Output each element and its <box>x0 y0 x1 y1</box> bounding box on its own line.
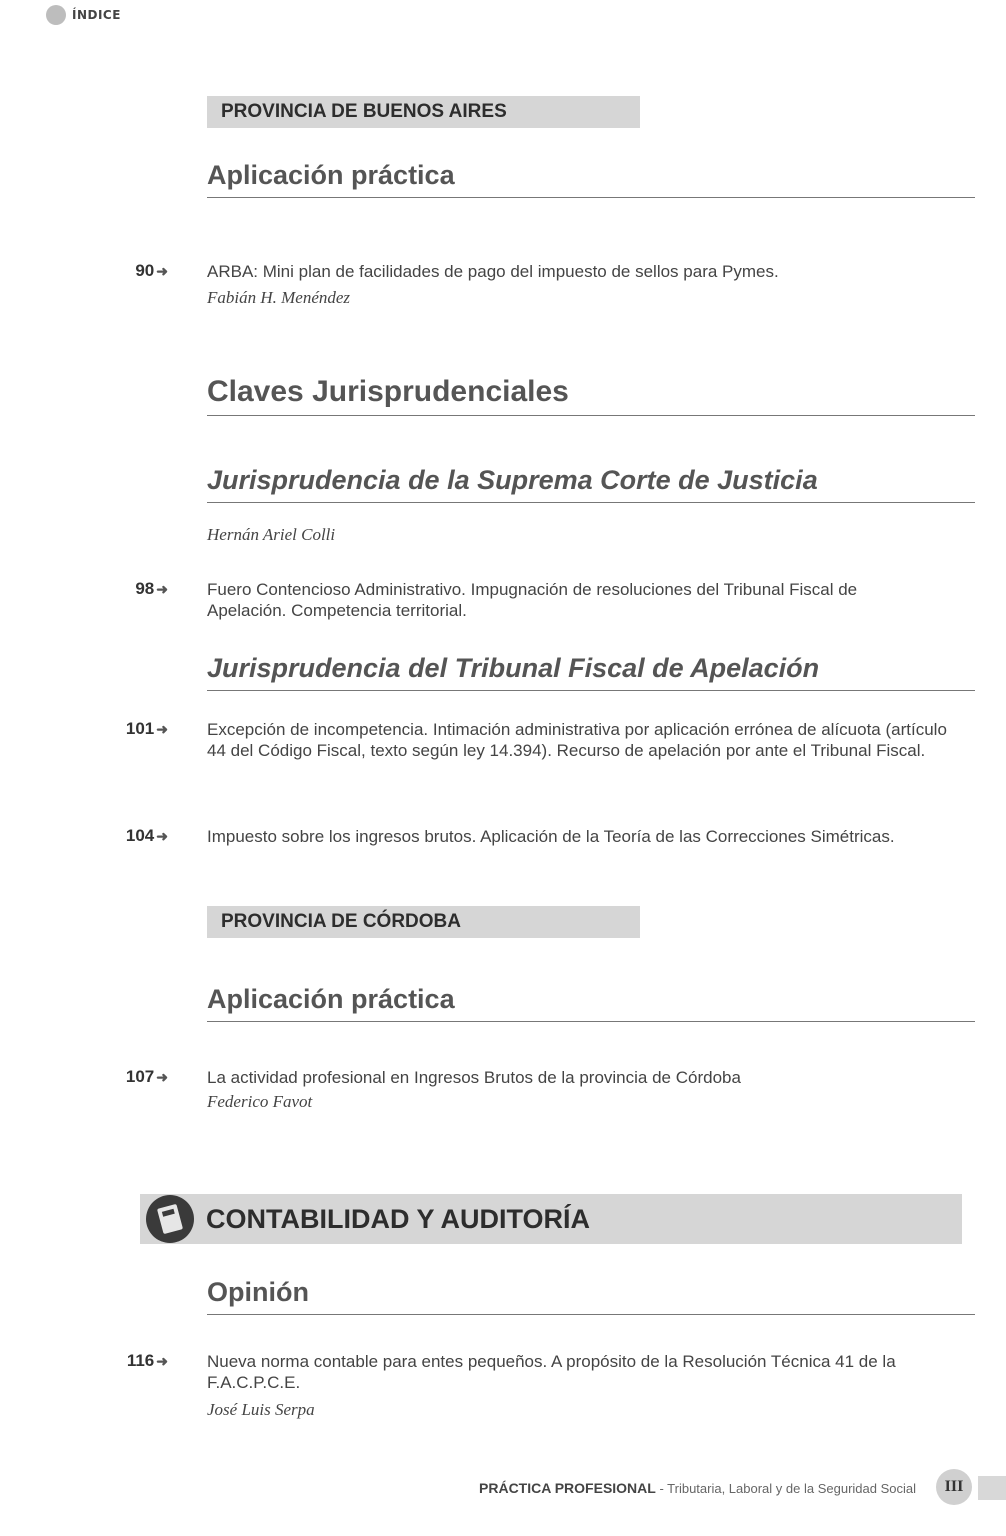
page-number <box>108 719 168 739</box>
footer-subtitle: - Tributaria, Laboral y de la Seguridad Social <box>655 1481 916 1496</box>
arrow-right-icon: ➜ <box>156 828 168 844</box>
index-icon <box>46 5 66 25</box>
page-number-value: 107 <box>125 1067 155 1086</box>
page-number-badge: III <box>936 1469 972 1505</box>
arrow-right-icon: ➜ <box>156 581 168 597</box>
arrow-right-icon: ➜ <box>156 1353 168 1369</box>
entry-title: Nueva norma contable para entes pequeños. A propósito de la Resolución Técnica 41 de la F.A.C.P.C.E. <box>207 1352 896 1392</box>
calculator-icon <box>146 1195 194 1243</box>
section-band-label: PROVINCIA DE CÓRDOBA <box>221 911 461 932</box>
page-number <box>108 826 168 846</box>
footer-tab <box>978 1476 1006 1500</box>
page-number <box>108 1067 168 1087</box>
page-number <box>108 579 168 599</box>
page-number <box>108 1351 168 1371</box>
page-number-value: 90 <box>135 261 155 280</box>
subsection-title-aplicacion: Aplicación práctica <box>207 160 975 198</box>
arrow-right-icon: ➜ <box>156 1069 168 1085</box>
page-number-value: 104 <box>125 826 155 845</box>
arrow-right-icon: ➜ <box>156 721 168 737</box>
section-band-label: CONTABILIDAD Y AUDITORÍA <box>206 1203 591 1234</box>
entry-title: La actividad profesional en Ingresos Brutos de la provincia de Córdoba <box>207 1068 741 1087</box>
subsection-title-opinion: Opinión <box>207 1277 975 1315</box>
footer-title: PRÁCTICA PROFESIONAL <box>479 1480 656 1496</box>
entry-author: José Luis Serpa <box>207 1400 315 1419</box>
section-band-cordoba <box>207 906 640 938</box>
entry-author: Federico Favot <box>207 1092 313 1111</box>
arrow-right-icon: ➜ <box>156 263 168 279</box>
entry-title: Excepción de incompetencia. Intimación administrativa por aplicación errónea de alícuota (artículo 44 del Código Fiscal, texto según ley 14.394). Recurso de apelación por ante el Tribunal Fiscal. <box>207 720 947 760</box>
page-number-value: 116 <box>126 1351 155 1370</box>
section-band-buenos-aires <box>207 96 640 128</box>
page-number-value: 98 <box>135 579 155 598</box>
section-band-label: PROVINCIA DE BUENOS AIRES <box>221 101 507 122</box>
page-number <box>108 261 168 281</box>
page-number-value: 101 <box>125 719 155 738</box>
subsection-title-tribunal-fiscal: Jurisprudencia del Tribunal Fiscal de Apelación <box>207 653 975 691</box>
footer-publication <box>479 1478 916 1497</box>
section-band-contabilidad <box>140 1194 962 1244</box>
index-header <box>46 5 121 25</box>
subsection-title-suprema-corte: Jurisprudencia de la Suprema Corte de Justicia <box>207 465 975 503</box>
subsection-author: Hernán Ariel Colli <box>207 525 336 544</box>
entry-title: ARBA: Mini plan de facilidades de pago del impuesto de sellos para Pymes. <box>207 262 779 281</box>
subsection-title-aplicacion-cordoba: Aplicación práctica <box>207 984 975 1022</box>
section-title-claves: Claves Jurisprudenciales <box>207 375 975 416</box>
entry-author: Fabián H. Menéndez <box>207 288 351 307</box>
entry-title: Fuero Contencioso Administrativo. Impugnación de resoluciones del Tribunal Fiscal de Apelación. Competencia territorial. <box>207 580 858 620</box>
index-label: ÍNDICE <box>72 8 121 22</box>
entry-title: Impuesto sobre los ingresos brutos. Aplicación de la Teoría de las Correcciones Simétricas. <box>207 827 895 846</box>
